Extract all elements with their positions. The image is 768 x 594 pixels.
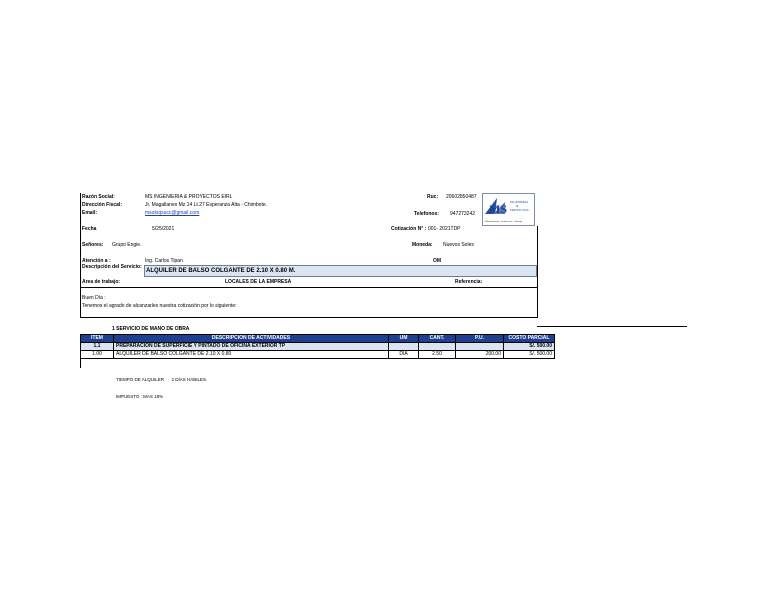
col-total-header: COSTO PARCIAL (504, 335, 555, 343)
moneda-value: Nuevos Soles (443, 242, 474, 248)
logo-letters: MS (489, 202, 507, 216)
note-tiempo: TIEMPO DE ALQUILER 2 DÍAS HÁBILES. (116, 377, 208, 382)
items-table (80, 334, 555, 359)
razon-label: Razón Social: (82, 194, 115, 200)
row-total: S/. 500.00 (504, 351, 555, 359)
ruc-value: 20602850487 (446, 194, 477, 200)
direccion-label: Dirección Fiscal: (82, 202, 123, 208)
telefonos-value: 947273242 (450, 211, 476, 217)
ruc-label: Ruc: (427, 194, 439, 200)
col-cant-header: CANT. (419, 335, 456, 343)
section-title: 1 SERVICIO DE MANO DE OBRA (112, 326, 190, 332)
descripcion-value: ALQUILER DE BALSO COLGANTE DE 2.10 X 0.80 M. (146, 268, 296, 274)
section-total: S/. 500.00 (504, 343, 555, 351)
company-logo (482, 193, 535, 226)
cotizacion-label: Cotización N° : (391, 226, 427, 232)
divider-top (80, 287, 538, 288)
row-um: DIA (389, 351, 419, 359)
row-desc: ALQUILER DE BALSO COLGANTE DE 2.10 X 0.80 (114, 351, 389, 359)
divider-greeting (80, 317, 538, 318)
referencia-label: Referencia: (455, 279, 483, 285)
atencion-value: Ing. Carlos Tipan (145, 258, 183, 264)
greeting-line2: Tenemos el agrado de alcanzarles nuestra cotización por lo siguiente: (82, 303, 237, 309)
logo-line1: INGENIERIA (510, 200, 529, 204)
senores-value: Grupo Engie. (112, 242, 142, 248)
col-item-header: ITEM (81, 335, 114, 343)
table-section-row (81, 343, 555, 351)
left-border (80, 193, 81, 318)
row-pu: 200.00 (456, 351, 504, 359)
col-desc-header: DESCRIPCION DE ACTIVIDADES (114, 335, 389, 343)
logo-line2: & (516, 204, 519, 208)
greeting-line1: Buen Día : (82, 295, 106, 301)
atencion-label: Atención a : (82, 258, 111, 264)
senores-label: Señores: (82, 242, 104, 248)
table-header-row (81, 335, 555, 343)
telefonos-label: Telefonos: (414, 211, 439, 217)
col-um-header: UM (389, 335, 419, 343)
descripcion-label: Descripción del Servicio: (82, 264, 142, 270)
logo-tagline: Mantenimiento · Fabricación · Montaje (485, 221, 523, 223)
row-item: 1.00 (81, 351, 114, 359)
table-row (81, 351, 555, 359)
moneda-label: Moneda: (412, 242, 433, 248)
right-border (537, 226, 538, 318)
logo-graphic (483, 194, 534, 225)
note-impuesto: IMPUESTO : MAS 18% (116, 394, 164, 399)
col-pu-header: P.U. (456, 335, 504, 343)
section-cant (419, 343, 456, 351)
side-rule (537, 326, 687, 327)
row-cant: 2.50 (419, 351, 456, 359)
cotizacion-value: 001- 2021TDP (428, 226, 461, 232)
section-pu (456, 343, 504, 351)
razon-value: MS INGENIERIA & PROYECTOS EIRL (145, 194, 233, 200)
section-item: 1.1 (81, 343, 114, 351)
logo-line3: PROYECTOS (510, 208, 529, 212)
email-label: Email: (82, 210, 98, 216)
area-label: Area de trabajo: (82, 279, 121, 285)
direccion-value: Jr. Magallanes Mz.14 Lt.27 Esperanza Alta - Chimbote. (145, 202, 268, 208)
fecha-label: Fecha (82, 226, 97, 232)
section-desc: PREPARACION DE SUPERFICIE Y PINTADO DE OFICINA EXTERIOR TP (114, 343, 389, 351)
section-um (389, 343, 419, 351)
area-value: LOCALES DE LA EMPRESA (225, 279, 292, 285)
fecha-value: 5/25/2021 (152, 226, 175, 232)
om-label: OM (433, 258, 442, 264)
email-link[interactable]: msoloqsucc@gmail.com (145, 210, 200, 216)
